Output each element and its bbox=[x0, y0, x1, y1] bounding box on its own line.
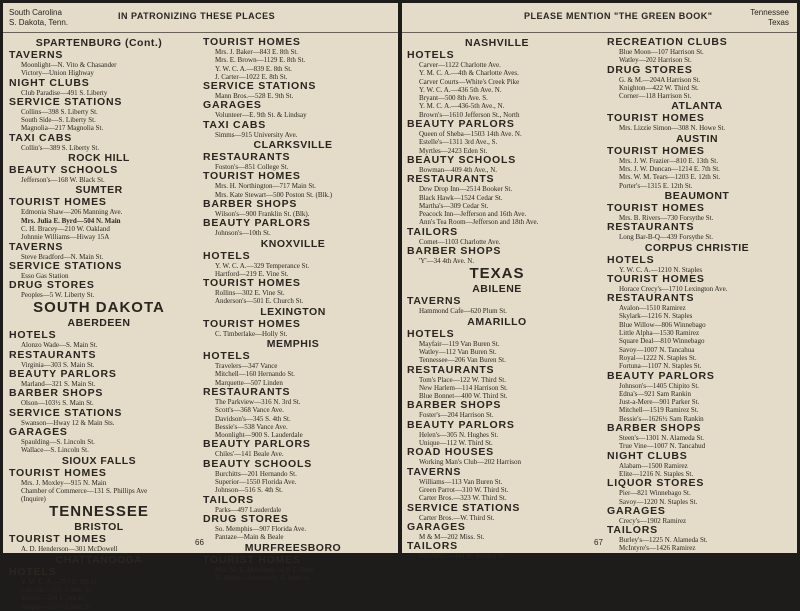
header-states-left: South Carolina S. Dakota, Tenn. bbox=[9, 8, 68, 27]
listing-entry: Pantaze—Main & Beale bbox=[215, 533, 284, 542]
section-continued bbox=[607, 37, 787, 100]
header-title-left: IN PATRONIZING THESE PLACES bbox=[118, 11, 276, 21]
listing-entry: Olson—103½ S. Main St. bbox=[21, 399, 94, 408]
category-heading: BARBER SHOPS bbox=[407, 399, 502, 412]
listing-entry: J. Carter—1022 E. 8th St. bbox=[215, 72, 288, 81]
listing-entry: Square Deal—810 Winnebago bbox=[619, 337, 705, 346]
city-heading: AMARILLO bbox=[467, 315, 527, 328]
city-heading: CHATTANOOGA bbox=[55, 553, 143, 566]
category-heading: GARAGES bbox=[607, 504, 666, 517]
state-heading: TENNESSEE bbox=[49, 503, 149, 521]
listing-entry: Porter's—1315 E. 12th St. bbox=[619, 181, 693, 190]
category-heading: TAXI CABS bbox=[9, 131, 73, 144]
section-amarillo bbox=[407, 316, 587, 561]
listing-entry: Burley's—1225 N. Alameda St. bbox=[619, 536, 708, 545]
category-heading: BEAUTY PARLORS bbox=[9, 368, 117, 381]
category-heading: TOURIST HOMES bbox=[203, 553, 301, 566]
listing-entry: Williams—113 Van Buren St. bbox=[419, 477, 503, 486]
listing-entry: Scott's—368 Vance Ave. bbox=[215, 406, 284, 415]
category-heading: BEAUTY SCHOOLS bbox=[203, 457, 313, 470]
category-heading: HOTELS bbox=[9, 329, 57, 342]
listing-entry: Elite—1216 N. Staples St. bbox=[619, 469, 694, 478]
category-heading: SERVICE STATIONS bbox=[203, 80, 317, 93]
listing-entry: Simms—915 University Ave. bbox=[215, 130, 298, 139]
category-heading: RECREATION CLUBS bbox=[607, 36, 728, 48]
listing-entry: Marquette—507 Linden bbox=[215, 378, 283, 387]
listing-entry: Steen's—1301 N. Alameda St. bbox=[619, 434, 705, 443]
city-heading: SIOUX FALLS bbox=[61, 454, 137, 467]
city-heading: CORPUS CHRISTIE bbox=[644, 241, 750, 254]
listing-entry: Johnson's—1405 Chipito St. bbox=[619, 381, 700, 390]
category-heading: NIGHT CLUBS bbox=[607, 449, 688, 462]
category-heading: HOTELS bbox=[203, 249, 251, 262]
category-heading: DRUG STORES bbox=[203, 512, 289, 525]
category-heading: TOURIST HOMES bbox=[203, 170, 301, 183]
listing-entry: Bryant—500 8th Ave. S. bbox=[419, 94, 488, 103]
listing-entry: Carter Bros.—323 W. Third St. bbox=[419, 494, 507, 503]
listing-entry: Carver Courts—White's Creek Pike bbox=[419, 77, 520, 86]
listing-entry: Mann Bros.—528 E. 9th St. bbox=[215, 92, 294, 101]
category-heading: DRUG STORES bbox=[9, 279, 95, 292]
section-continued bbox=[203, 37, 383, 139]
listing-entry: Martin—204 E. 9th St. bbox=[21, 594, 86, 603]
category-heading: TOURIST HOMES bbox=[607, 144, 705, 157]
listing-entry: Mrs. M. E. Howland—439 E. State bbox=[215, 565, 314, 574]
category-heading: HOTELS bbox=[407, 327, 455, 340]
city-heading: ABILENE bbox=[472, 283, 522, 296]
listing-entry: Esso Gas Station bbox=[21, 271, 69, 280]
city-heading: ATLANTA bbox=[671, 100, 723, 113]
category-heading: TOURIST HOMES bbox=[203, 36, 301, 48]
category-heading: RESTAURANTS bbox=[407, 363, 495, 376]
listing-entry: Peacock Inn—Jefferson and 16th Ave. bbox=[419, 210, 527, 219]
category-heading: HOTELS bbox=[9, 565, 57, 578]
category-heading: TOURIST HOMES bbox=[607, 272, 705, 285]
listing-entry: Blue Bonnet—400 W. Third St. bbox=[419, 392, 508, 401]
category-heading: TOURIST HOMES bbox=[203, 317, 301, 330]
category-heading: TOURIST HOMES bbox=[9, 196, 107, 209]
category-heading: TOURIST HOMES bbox=[607, 112, 705, 125]
listing-entry: Mrs. W. M. Tears—1203 E. 12th St. bbox=[619, 173, 721, 182]
category-heading: TOURIST HOMES bbox=[9, 466, 107, 479]
category-heading: LIQUOR STORES bbox=[607, 477, 705, 490]
header-title-right: PLEASE MENTION "THE GREEN BOOK" bbox=[524, 11, 713, 21]
listing-entry: Estelle's—1311 3rd Ave., S. bbox=[419, 138, 498, 147]
section-nashville bbox=[407, 37, 587, 265]
listing-entry: Blue Willow—806 Winnebago bbox=[619, 320, 706, 329]
listing-entry: Y. W. C. A.—436 5th Ave. N. bbox=[419, 85, 502, 94]
listing-entry: Anderson's—501 E. Church St. bbox=[215, 297, 304, 306]
listing-entry: Carter Bros.—W. Third St. bbox=[419, 513, 495, 522]
listing-entry: Y. W. C. A.—839 E. 8th St. bbox=[215, 64, 292, 73]
left-page-header bbox=[3, 3, 398, 33]
section-knoxville bbox=[203, 238, 383, 306]
listing-entry: Dew Drop Inn—2514 Booker St. bbox=[419, 185, 513, 194]
section-chattanooga bbox=[9, 554, 189, 611]
section-abilene bbox=[407, 283, 587, 315]
listing-entry: Little Alpha—1530 Ramirez bbox=[619, 329, 700, 338]
state-heading: SOUTH DAKOTA bbox=[33, 299, 165, 317]
listing-entry: Myrtles—2423 Eden St. bbox=[419, 146, 488, 155]
section-clarksville bbox=[203, 139, 383, 237]
listing-entry: Travelers—347 Vance bbox=[215, 362, 278, 371]
section-atlanta bbox=[607, 100, 787, 132]
city-heading: AUSTIN bbox=[675, 132, 719, 145]
category-heading: BARBER SHOPS bbox=[607, 422, 702, 435]
category-heading: SERVICE STATIONS bbox=[9, 259, 123, 272]
listing-entry: Y. M. C. A.—4th & Charlotte Aves. bbox=[419, 69, 519, 78]
listing-entry: Y. W. C. A.—329 Temperance St. bbox=[215, 261, 310, 270]
listing-entry: Alonzo Wade—S. Main St. bbox=[21, 341, 98, 350]
category-heading: BEAUTY PARLORS bbox=[407, 418, 515, 431]
listing-entry: Swanson—Hway 12 & Main Sts. bbox=[21, 418, 115, 427]
category-heading: ROAD HOUSES bbox=[407, 446, 494, 459]
listing-entry: M & M—202 Miss. St. bbox=[419, 532, 485, 541]
city-heading: ABERDEEN bbox=[67, 317, 131, 330]
city-heading: SPARTENBURG (Cont.) bbox=[35, 37, 163, 49]
listing-entry: South Side—S. Liberty St. bbox=[21, 116, 96, 125]
listing-entry: Savoy—1220 N. Staples St. bbox=[619, 497, 698, 506]
listing-entry: Skylark—1216 N. Staples bbox=[619, 312, 693, 321]
category-heading: SERVICE STATIONS bbox=[9, 406, 123, 419]
listing-entry: Mrs. H. Northington—717 Main St. bbox=[215, 182, 316, 191]
page-number-right: 67 bbox=[594, 538, 603, 547]
listing-entry: C. H. Bracey—210 W. Oakland bbox=[21, 224, 110, 233]
listing-entry: Tennessee—206 Van Buren St. bbox=[419, 356, 506, 365]
category-heading: GARAGES bbox=[9, 425, 68, 438]
listing-entry: Crecy's—1902 Ramirez bbox=[619, 516, 687, 525]
category-heading: BEAUTY PARLORS bbox=[407, 118, 515, 131]
section-bristol bbox=[9, 521, 189, 553]
listing-entry: Club Paradise—491 S. Liberty bbox=[21, 88, 108, 97]
category-heading: TAVERNS bbox=[9, 49, 64, 61]
listing-entry: Volunteer—E. 9th St. & Lindsay bbox=[215, 111, 307, 120]
left-column-1 bbox=[9, 37, 189, 611]
listing-entry: Burchitts—201 Hernando St. bbox=[215, 469, 297, 478]
section-south-dakota bbox=[9, 299, 189, 317]
category-heading: TOURIST HOMES bbox=[203, 277, 301, 290]
right-column-2 bbox=[607, 37, 787, 553]
section-aberdeen bbox=[9, 317, 189, 454]
listing-entry: So. Memphis—907 Florida Ave. bbox=[215, 524, 307, 533]
category-heading: TAILORS bbox=[203, 493, 254, 506]
listing-entry: Y. M. C. A.—436-5th Ave., N. bbox=[419, 102, 505, 111]
listing-entry: Mitchell—160 Hernando St. bbox=[215, 370, 295, 379]
category-heading: RESTAURANTS bbox=[607, 292, 695, 305]
listing-entry: Black Hawk—1524 Cedar St. bbox=[419, 193, 503, 202]
category-heading: TAVERNS bbox=[407, 295, 462, 308]
listing-entry: Jefferson's—168 W. Black St. bbox=[21, 176, 105, 185]
right-column-1 bbox=[407, 37, 587, 560]
section-rock-hill bbox=[9, 152, 189, 184]
listing-entry: Blue Moon—107 Harrison St. bbox=[619, 48, 704, 56]
section-tennessee bbox=[9, 503, 189, 521]
category-heading: TAVERNS bbox=[407, 465, 462, 478]
listing-entry: Rollins—302 E. Vine St. bbox=[215, 289, 285, 298]
category-heading: RESTAURANTS bbox=[203, 151, 291, 164]
listing-entry: Johnnie Williams—Hiway 15A bbox=[21, 233, 110, 242]
category-heading: BARBER SHOPS bbox=[9, 387, 104, 400]
listing-entry: Lincoln—1101 Carter St. bbox=[21, 586, 93, 595]
listing-entry: Parks—497 Lauderdale bbox=[215, 505, 282, 514]
listing-entry: Chamber of Commerce—131 S. Phillips Ave bbox=[21, 486, 148, 495]
listing-entry: Spaulding—S. Lincoln St. bbox=[21, 437, 95, 446]
category-heading: HOTELS bbox=[203, 350, 251, 363]
city-heading: NASHVILLE bbox=[464, 37, 529, 49]
listing-entry: Peoples—5 W. Liberty St. bbox=[21, 291, 95, 300]
listing-entry: Pier—821 Winnebago St. bbox=[619, 489, 691, 498]
city-heading: KNOXVILLE bbox=[260, 237, 326, 250]
listing-entry: Johnson's—10th St. bbox=[215, 229, 271, 238]
page-number-left: 66 bbox=[195, 538, 204, 547]
section-spartenburg-cont bbox=[9, 37, 189, 152]
listing-entry: Bowman—409 4th Ave., N. bbox=[419, 165, 498, 174]
listing-entry: Mitchell's—314 W. Second St. bbox=[419, 552, 506, 561]
listing-entry: True Vine—1007 N. Tancahud bbox=[619, 442, 706, 451]
listing-entry: Marland—321 S. Main St. bbox=[21, 380, 96, 389]
listing-entry: Mrs. J. W. Frazier—810 E. 13th St. bbox=[619, 156, 718, 165]
right-page-header bbox=[402, 3, 797, 33]
listing-entry: Knighton—422 W. Third St. bbox=[619, 83, 699, 92]
listing-entry: Edmonia Shaw—206 Manning Ave. bbox=[21, 208, 123, 217]
category-heading: HOTELS bbox=[607, 253, 655, 266]
section-austin bbox=[607, 133, 787, 190]
listing-entry: Edna's—921 Sam Rankin bbox=[619, 389, 692, 398]
city-heading: BEAUMONT bbox=[664, 189, 730, 202]
listing-entry: Steve Bradford—N. Main St. bbox=[21, 252, 104, 261]
listing-entry: (Inquire) bbox=[21, 495, 46, 504]
category-heading: TAVERNS bbox=[9, 240, 64, 253]
listing-entry: Tom's Place—122 W. Third St. bbox=[419, 375, 506, 384]
category-heading: RESTAURANTS bbox=[9, 348, 97, 361]
listing-entry: Y. M. C. A.—793 E. 9th St. bbox=[21, 577, 99, 586]
category-heading: RESTAURANTS bbox=[407, 173, 495, 186]
listing-entry: Davidson's—345 S. 4th St. bbox=[215, 414, 291, 423]
section-sumter bbox=[9, 184, 189, 299]
listing-entry: Martha's—309 Cedar St. bbox=[419, 201, 489, 210]
header-states-right: Tennessee Texas bbox=[750, 8, 789, 27]
category-heading: GARAGES bbox=[203, 99, 262, 112]
category-heading: TAILORS bbox=[407, 540, 458, 553]
category-heading: BEAUTY PARLORS bbox=[203, 217, 311, 230]
listing-entry: Foston's—851 College St. bbox=[215, 163, 289, 172]
listing-entry: Green Parrot—310 W. Third St. bbox=[419, 485, 509, 494]
listing-entry: Wallace—S. Lincoln St. bbox=[21, 446, 89, 455]
listing-entry: Fortuna—1107 N. Staples St. bbox=[619, 362, 702, 371]
listing-entry: New Harlem—114 Harrison St. bbox=[419, 383, 508, 392]
section-beaumont bbox=[607, 190, 787, 242]
category-heading: BARBER SHOPS bbox=[203, 197, 298, 210]
listing-entry: Mrs. B. Rivers—730 Forsythe St. bbox=[619, 213, 714, 222]
listing-entry: Chiles'—141 Beale Ave. bbox=[215, 450, 284, 459]
category-heading: BARBER SHOPS bbox=[407, 245, 502, 258]
listing-entry: Mitchell—1519 Ramirez St. bbox=[619, 406, 699, 415]
listing-entry: Virginia—303 S. Main St. bbox=[21, 360, 95, 369]
listing-entry: Working Man's Club—202 Harrison bbox=[419, 458, 521, 467]
section-corpus-christie bbox=[607, 242, 787, 553]
left-column-2 bbox=[203, 37, 383, 582]
listing-entry: Long Bar-B-Q—439 Forsythe St. bbox=[619, 233, 713, 242]
listing-entry: Moonlight—N. Vito & Chasander bbox=[21, 61, 117, 69]
listing-entry: Victory—Union Highway bbox=[21, 69, 94, 78]
listing-entry: Mrs. Kate Stewart—500 Poston St. (Blk.) bbox=[215, 190, 333, 199]
listing-entry: Alabam—1500 Ramirez bbox=[619, 461, 688, 470]
category-heading: TAILORS bbox=[407, 225, 458, 238]
listing-entry: C. Timberlake—Holly St. bbox=[215, 329, 288, 338]
listing-entry: Collin's—389 S. Liberty St. bbox=[21, 143, 100, 152]
category-heading: BEAUTY PARLORS bbox=[607, 369, 715, 382]
category-heading: NIGHT CLUBS bbox=[9, 76, 90, 89]
section-texas bbox=[407, 265, 587, 283]
listing-entry: Magnolia—217 Magnolia St. bbox=[21, 124, 104, 133]
category-heading: SERVICE STATIONS bbox=[407, 501, 521, 514]
section-sioux-falls bbox=[9, 455, 189, 504]
listing-entry: Comet—1103 Charlotte Ave. bbox=[419, 237, 501, 246]
section-murfreesboro bbox=[203, 542, 383, 583]
listing-entry: R. Moore—University & State St. bbox=[215, 573, 311, 582]
listing-entry: Collins—398 S. Liberty St. bbox=[21, 107, 98, 116]
category-heading: BEAUTY PARLORS bbox=[203, 438, 311, 451]
right-page bbox=[402, 3, 797, 561]
listing-entry: Carver—1122 Charlotte Ave. bbox=[419, 61, 501, 69]
state-heading: TEXAS bbox=[469, 265, 525, 283]
category-heading: TOURIST HOMES bbox=[9, 533, 107, 546]
listing-entry: G. & M.—204A Harrison St. bbox=[619, 75, 701, 84]
listing-entry: Johnson—516 S. 4th St. bbox=[215, 486, 283, 495]
listing-entry: McIntyre's—1426 Ramirez bbox=[619, 544, 696, 553]
category-heading: GARAGES bbox=[407, 520, 466, 533]
city-heading: ROCK HILL bbox=[68, 152, 130, 165]
city-heading: BRISTOL bbox=[74, 521, 124, 534]
listing-entry: Mrs. J. Moxley—915 N. Main bbox=[21, 478, 107, 487]
category-heading: TAILORS bbox=[607, 524, 658, 537]
category-heading: TOURIST HOMES bbox=[607, 201, 705, 214]
category-heading: RESTAURANTS bbox=[607, 221, 695, 234]
listing-entry: Savoy—1007 N. Tancahua bbox=[619, 345, 695, 354]
listing-entry: Just-a-Mere—901 Parker St. bbox=[619, 398, 700, 407]
listing-entry: Mayfair—119 Van Buren St. bbox=[419, 339, 500, 348]
category-heading: DRUG STORES bbox=[607, 63, 693, 76]
category-heading: HOTELS bbox=[407, 49, 455, 61]
listing-entry: Brown's—1610 Jefferson St., North bbox=[419, 110, 520, 119]
city-heading: MURFREESBORO bbox=[244, 541, 342, 554]
listing-entry: Corner—118 Harrison St. bbox=[619, 92, 692, 101]
category-heading: SERVICE STATIONS bbox=[9, 95, 123, 108]
city-heading: CLARKSVILLE bbox=[253, 139, 333, 152]
category-heading: BEAUTY SCHOOLS bbox=[9, 164, 119, 177]
listing-entry: Bessie's—538 Vance Ave. bbox=[215, 422, 288, 431]
category-heading: BEAUTY SCHOOLS bbox=[407, 153, 517, 166]
listing-entry: Ann's Tea Room—Jefferson and 18th Ave. bbox=[419, 218, 539, 227]
category-heading: TAXI CABS bbox=[203, 118, 267, 131]
listing-entry: Mrs. E. Brown—1129 E. 8th St. bbox=[215, 56, 306, 65]
listing-entry: Mrs. J. W. Duncan—1214 E. 7th St. bbox=[619, 165, 720, 174]
section-lexington bbox=[203, 306, 383, 338]
section-memphis bbox=[203, 338, 383, 541]
city-heading: LEXINGTON bbox=[260, 305, 326, 318]
listing-entry: Helen's—305 N. Hughes St. bbox=[419, 430, 499, 439]
listing-entry: Horace Crecy's—1710 Lexington Ave. bbox=[619, 284, 728, 293]
listing-entry: The Parkview—316 N. 3rd St. bbox=[215, 397, 301, 406]
listing-entry: Superior—1550 Florida Ave. bbox=[215, 478, 297, 487]
listing-entry: Moonlight—900 S. Lauderdale bbox=[215, 431, 303, 440]
listing-entry: Watley—202 Harrison St. bbox=[619, 56, 692, 65]
listing-entry: Queen of Sheba—1503 14th Ave. N. bbox=[419, 130, 522, 139]
listing-entry: Mrs. Julia E. Byrd—504 N. Main bbox=[21, 216, 121, 225]
listing-entry: Mrs. Lizzie Simon—308 N. Howe St. bbox=[619, 124, 726, 133]
listing-entry: Foster's—204 Harrison St. bbox=[419, 411, 494, 420]
listing-entry: Watley—112 Van Buren St. bbox=[419, 347, 497, 356]
listing-entry: Royal—1222 N. Staples St. bbox=[619, 353, 697, 362]
city-heading: MEMPHIS bbox=[266, 338, 320, 351]
listing-entry: Hammond Cafe—620 Plum St. bbox=[419, 307, 507, 316]
listing-entry: A. D. Henderson—301 McDowell bbox=[21, 545, 118, 554]
listing-entry: Hartford—219 E. Vine St. bbox=[215, 269, 289, 278]
listing-entry: 'Y'—34 4th Ave. N. bbox=[419, 257, 475, 266]
category-heading: RESTAURANTS bbox=[203, 385, 291, 398]
listing-entry: Y. W. C. A.—1210 N. Staples bbox=[619, 265, 703, 274]
listing-entry: Peoples—1104 Carter St. bbox=[21, 602, 93, 611]
city-heading: SUMTER bbox=[75, 184, 123, 197]
listing-entry: Mrs. J. Baker—843 E. 8th St. bbox=[215, 48, 299, 56]
left-page bbox=[3, 3, 398, 611]
listing-entry: Wilson's—900 Franklin St. (Blk). bbox=[215, 209, 310, 218]
listing-entry: Unique—112 W. Third St. bbox=[419, 439, 493, 448]
listing-entry: Bessie's—1626½ Sam Rankin bbox=[619, 414, 704, 423]
listing-entry: Avalon—1510 Ramirez bbox=[619, 304, 686, 313]
